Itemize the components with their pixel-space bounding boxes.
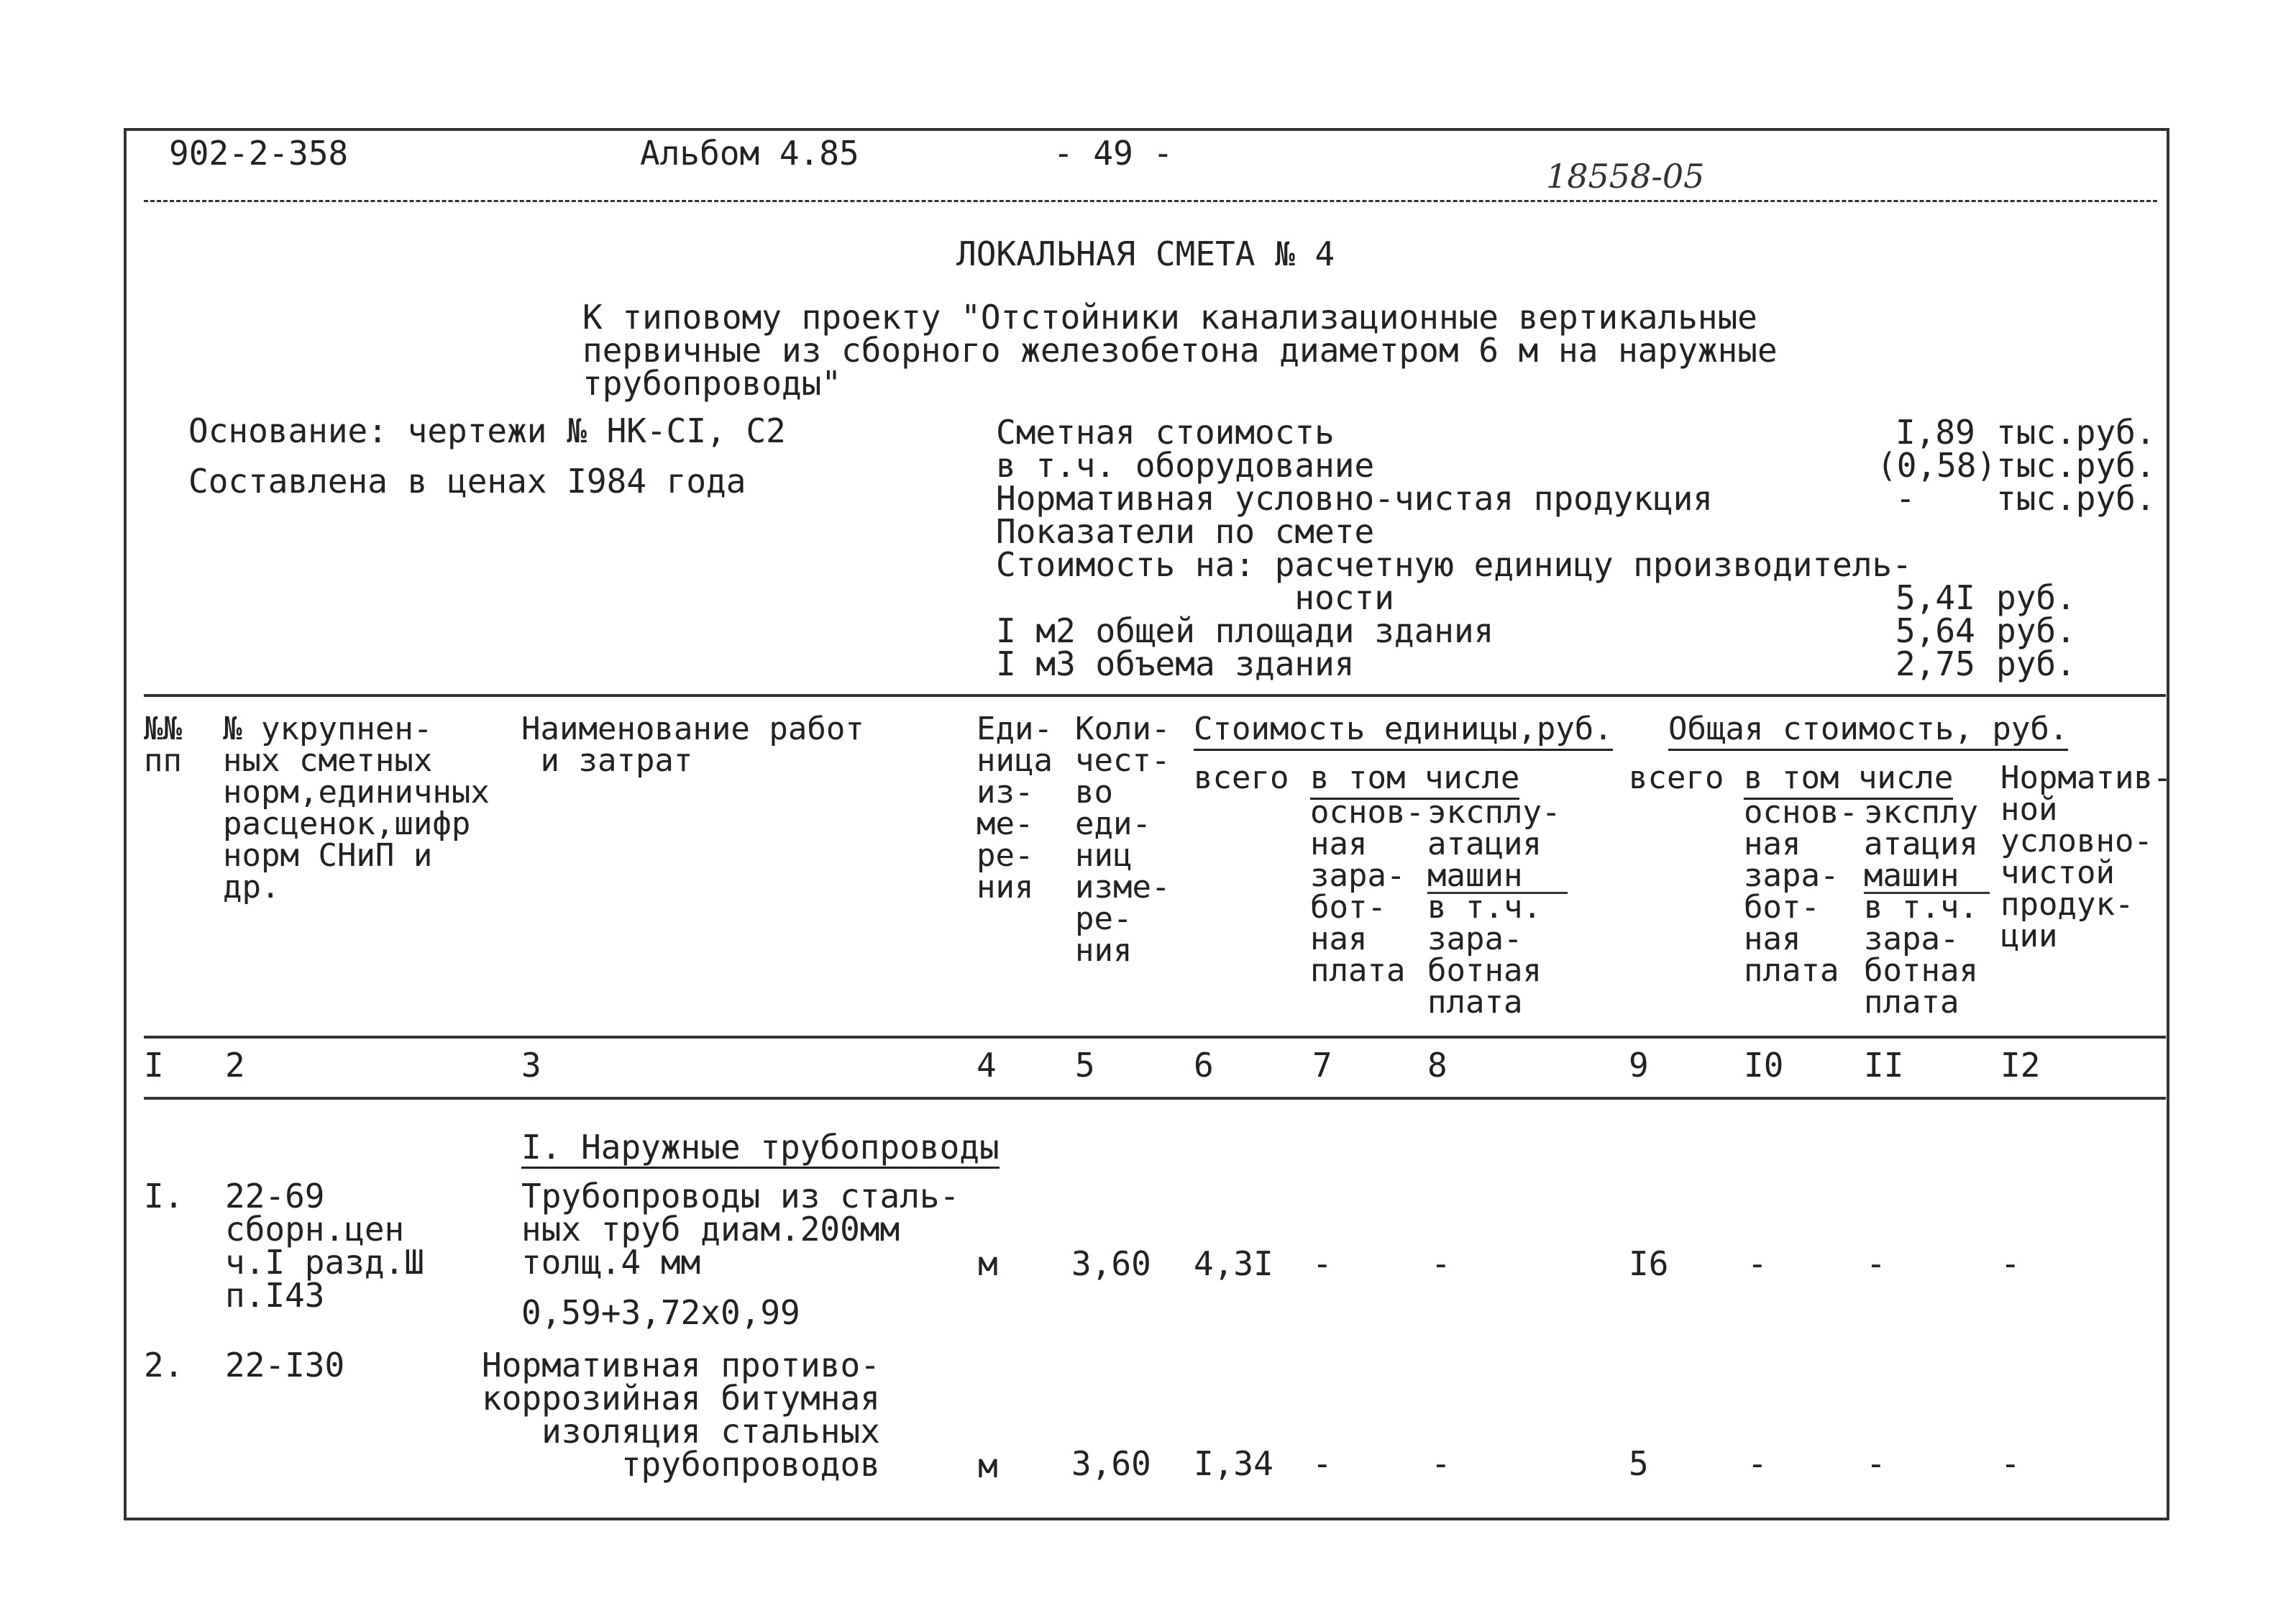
summary-label: в т.ч. оборудование: [996, 446, 1375, 485]
column-number: 8: [1427, 1046, 1447, 1085]
row-unit-machines: -: [1431, 1244, 1451, 1283]
bottom-border: [124, 1518, 2169, 1520]
subtitle-line-2: первичные из сборного железобетона диаметром 6 м на наружные: [582, 331, 1778, 370]
column-numbers-bottom-line: [144, 1097, 2166, 1100]
left-border: [124, 128, 127, 1520]
header-quantity: Коли- чест- во еди- ниц изме- ре- ния: [1075, 711, 1171, 969]
column-number: 9: [1629, 1046, 1649, 1085]
row-norm-code: 22-69 сборн.цен ч.I разд.Ш п.I43: [225, 1177, 424, 1315]
header-unit-cost-group: [1194, 713, 1613, 745]
header-unit-total: всего: [1194, 759, 1289, 796]
header-total-machines-wage: в т.ч. зара- ботная плата: [1864, 889, 1978, 1021]
subtitle-line-1: К типовому проекту "Отстойники канализационные вертикальные: [582, 298, 1757, 337]
row-unit-total: I,34: [1194, 1444, 1273, 1483]
page-number: - 49 -: [1053, 134, 1174, 173]
header-work-name: Наименование работ и затрат: [521, 711, 864, 779]
summary-label: Сметная стоимость: [996, 413, 1335, 452]
header-total-cost-group-text: Общая стоимость, руб.: [1668, 711, 2068, 751]
summary-label: I м3 объема здания: [996, 644, 1355, 683]
row-work-name: Трубопроводы из сталь- ных труб диам.200мм толщ.4 мм: [521, 1177, 960, 1282]
section-title: [521, 1128, 1000, 1167]
row-normative: -: [2000, 1444, 2021, 1483]
row-normative: -: [2000, 1244, 2021, 1283]
row-total: 5: [1629, 1444, 1649, 1483]
column-number: I2: [2000, 1046, 2041, 1085]
header-total-wage: основ- ная зара- бот- ная плата: [1744, 794, 1858, 989]
row-quantity: 3,60: [1071, 1444, 1151, 1483]
row-number: I.: [144, 1177, 184, 1215]
row-number: 2.: [144, 1346, 184, 1384]
summary-label: Показатели по смете: [996, 512, 1375, 551]
row-unit: м: [978, 1446, 998, 1485]
doc-code: 902-2-358: [169, 134, 349, 173]
column-number: I: [144, 1046, 164, 1085]
header-norm-code: № укрупнен- ных сметных норм,единичных расценок,шифр норм СНиП и др.: [223, 711, 490, 905]
section-title-text: I. Наружные трубопроводы: [521, 1128, 1000, 1169]
summary-unit: руб.: [1996, 578, 2076, 617]
column-number: 5: [1075, 1046, 1095, 1085]
estimate-title: ЛОКАЛЬНАЯ СМЕТА № 4: [956, 234, 1335, 273]
row-total: I6: [1629, 1244, 1669, 1283]
summary-value: 5,4I: [1895, 578, 1975, 617]
header-unit-machines: эксплу- атация машин: [1427, 794, 1561, 894]
summary-label: Нормативная условно-чистая продукция: [996, 479, 1713, 518]
row-unit-wage: -: [1312, 1444, 1332, 1483]
summary-value: 5,64: [1895, 611, 1975, 650]
prices-year-text: Составлена в ценах I984 года: [188, 462, 746, 501]
row-unit-wage: -: [1312, 1244, 1332, 1283]
basis-text: Основание: чертежи № НК-СI, С2: [188, 411, 786, 450]
row-work-name: Нормативная противо- коррозийная битумная изоляция стальных трубопроводов: [482, 1346, 880, 1484]
summary-unit: тыс.руб.: [1996, 413, 2156, 452]
header-num: №№ пп: [144, 711, 182, 779]
summary-unit: руб.: [1996, 611, 2076, 650]
row-norm-code: 22-I30: [225, 1346, 345, 1384]
top-border: [126, 128, 2168, 131]
summary-label: Стоимость на: расчетную единицу производитель- ности: [996, 545, 1912, 617]
row-formula: 0,59+3,72x0,99: [521, 1293, 800, 1332]
summary-unit: руб.: [1996, 644, 2076, 683]
summary-value: 2,75: [1895, 644, 1975, 683]
table-top-line: [144, 694, 2166, 697]
header-total-including-text: в том числе: [1744, 759, 1953, 800]
summary-label: I м2 общей площади здания: [996, 611, 1494, 650]
column-number: 3: [521, 1046, 541, 1085]
column-number: 4: [977, 1046, 997, 1085]
album-label: Альбом 4.85: [640, 134, 859, 173]
row-unit-machines: -: [1431, 1444, 1451, 1483]
column-number: 6: [1194, 1046, 1214, 1085]
column-number: 2: [225, 1046, 245, 1085]
row-unit-total: 4,3I: [1194, 1244, 1273, 1283]
column-number: 7: [1312, 1046, 1332, 1085]
header-unit-wage: основ- ная зара- бот- ная плата: [1310, 794, 1424, 989]
header-total-cost-group: [1668, 713, 2068, 745]
header-total-machines: эксплу атация машин: [1864, 794, 1978, 894]
summary-unit: тыс.руб.: [1996, 446, 2156, 485]
row-total-wage: -: [1747, 1444, 1767, 1483]
header-unit-including-text: в том числе: [1310, 759, 1519, 800]
row-quantity: 3,60: [1071, 1244, 1151, 1283]
summary-unit: тыс.руб.: [1996, 479, 2156, 518]
header-unit: Еди- ница из- ме- ре- ния: [977, 711, 1053, 905]
column-number: I0: [1744, 1046, 1784, 1085]
header-unit-including: [1310, 759, 1520, 796]
summary-value: -: [1895, 479, 1916, 518]
row-total-wage: -: [1747, 1244, 1767, 1283]
header-total-including: [1744, 759, 1954, 796]
summary-value: (0,58): [1877, 446, 1997, 485]
summary-value: I,89: [1895, 413, 1975, 452]
row-total-machines: -: [1866, 1244, 1886, 1283]
header-normative: Норматив- ной условно- чистой продук- ции: [2000, 759, 2172, 954]
column-numbers-top-line: [144, 1036, 2166, 1039]
column-number: II: [1864, 1046, 1904, 1085]
header-total: всего: [1629, 759, 1724, 796]
row-unit: м: [978, 1244, 998, 1283]
handwritten-number: 18558-05: [1546, 157, 1705, 196]
header-unit-machines-wage: в т.ч. зара- ботная плата: [1427, 889, 1542, 1021]
header-unit-cost-group-text: Стоимость единицы,руб.: [1194, 711, 1613, 751]
subtitle-line-3: трубопроводы": [582, 364, 842, 403]
header-divider: [144, 200, 2157, 202]
row-total-machines: -: [1866, 1444, 1886, 1483]
